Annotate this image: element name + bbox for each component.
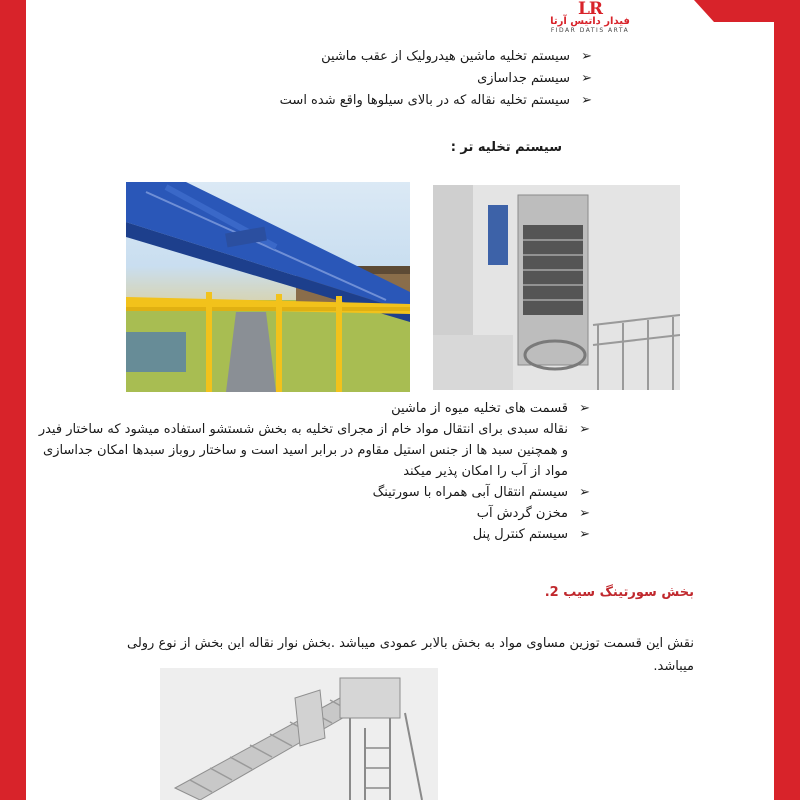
- unloading-list-mid: [30, 398, 590, 545]
- conveyor-silo-photo: [126, 182, 410, 392]
- roller-conveyor-photo: [160, 668, 438, 800]
- arrow-bullet-icon: ➢: [581, 93, 592, 108]
- arrow-bullet-icon: ➢: [579, 506, 590, 521]
- list-item: ➢ نقاله سبدی برای انتقال مواد خام از مجرای تخلیه به بخش شستشو استفاده میشود که ساختار فیدر و همچنین سبد ها از جنس استیل مقاوم در برابر اسید است و ساختار روباز سبدها امکان جداسازی مواد از آب را امکان پذیر میکند: [30, 419, 590, 482]
- company-logo: [535, 2, 645, 34]
- list-item: ➢ سیستم انتقال آبی همراه با سورتینگ: [30, 482, 590, 503]
- logo-name-en: FIDAR DATIS ARTA: [550, 27, 630, 34]
- list-item: ➢ سیستم جداسازی: [172, 68, 592, 90]
- arrow-bullet-icon: ➢: [581, 49, 592, 64]
- list-item: ➢ سیستم تخلیه نقاله که در بالای سیلوها واقع شده است: [172, 90, 592, 112]
- logo-mark: LR: [577, 0, 603, 19]
- arrow-bullet-icon: ➢: [579, 485, 590, 500]
- arrow-bullet-icon: ➢: [579, 527, 590, 542]
- left-red-border: [0, 0, 26, 800]
- sorting-paragraph: نقش این قسمت توزین مساوی مواد به بخش بالابر عمودی میباشد .بخش نوار نقاله این بخش از نوع رولی میباشد.: [126, 636, 694, 674]
- list-item: ➢ قسمت های تخلیه میوه از ماشین: [30, 398, 590, 419]
- list-item: ➢ مخزن گردش آب: [30, 503, 590, 524]
- arrow-bullet-icon: ➢: [581, 71, 592, 86]
- list-item: ➢ سیستم تخلیه ماشین هیدرولیک از عقب ماشین: [172, 46, 592, 68]
- section-number: 2.: [544, 585, 559, 600]
- arrow-bullet-icon: ➢: [579, 401, 590, 416]
- basket-conveyor-photo: [433, 185, 680, 390]
- arrow-bullet-icon: ➢: [579, 422, 590, 437]
- top-right-red-corner: [694, 0, 774, 22]
- list-item: ➢ سیستم کنترل پنل: [30, 524, 590, 545]
- section-heading-apple-sorting: [545, 585, 694, 600]
- right-red-border: [774, 0, 800, 800]
- logo-name-fa: فیدار داتیس آرتا: [550, 16, 630, 27]
- unloading-list-top: [172, 46, 592, 112]
- wet-unloading-heading: سیستم تخلیه تر :: [450, 140, 562, 155]
- section-title: بخش سورتینگ سیب: [563, 585, 694, 600]
